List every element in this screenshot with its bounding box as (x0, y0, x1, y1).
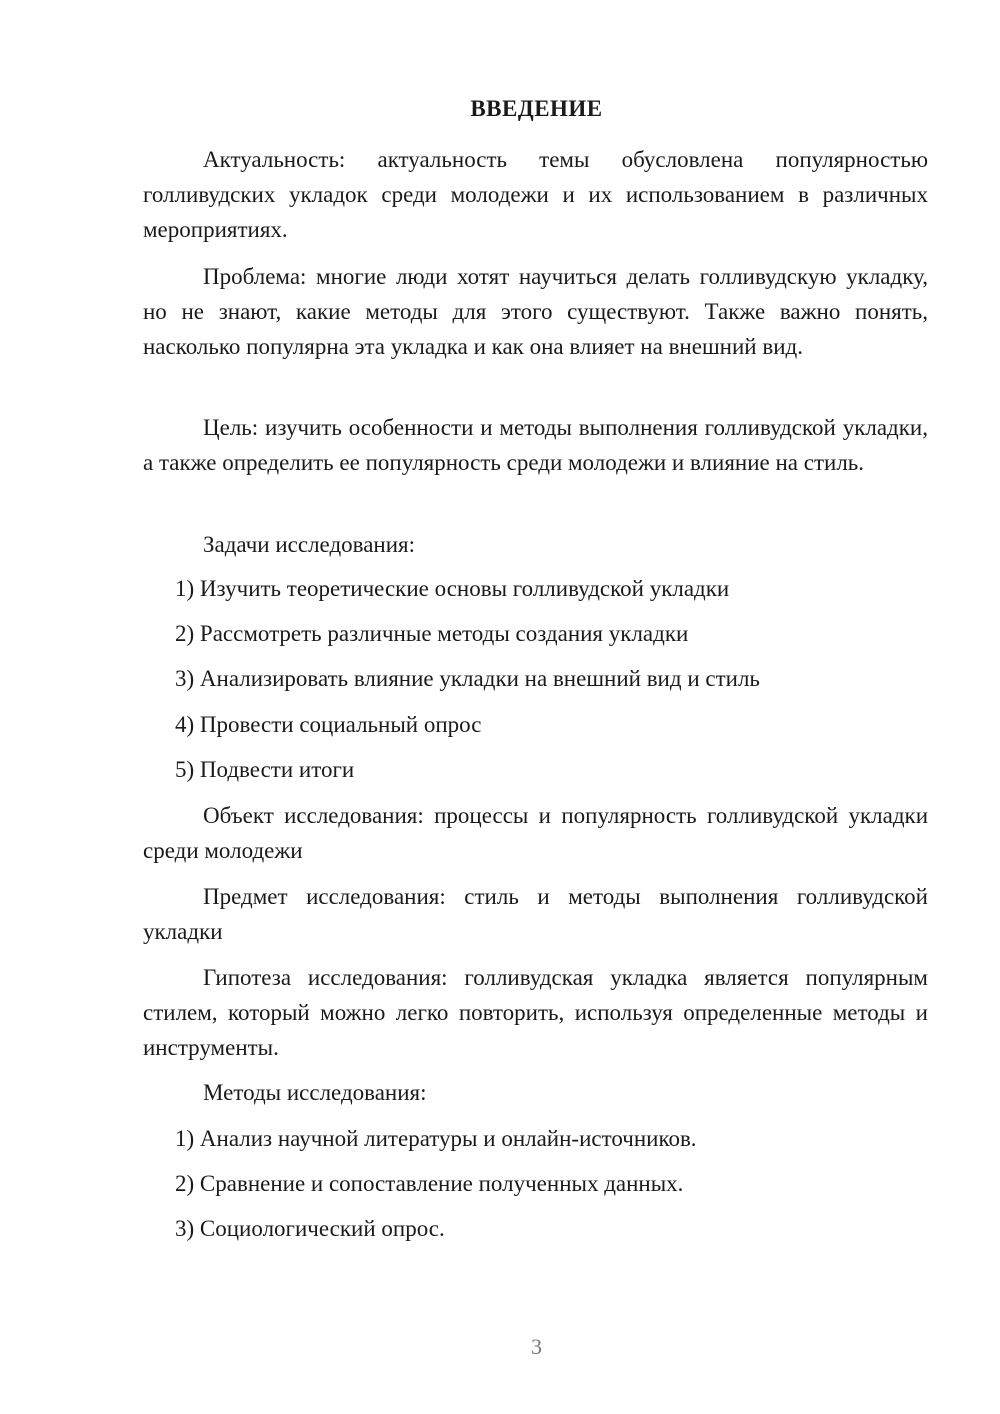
hypothesis-paragraph: Гипотеза исследования: голливудская укладка является популярным стилем, который можно легко повторить, используя определенные методы и инструменты. (143, 965, 928, 1060)
goal-paragraph: Цель: изучить особенности и методы выполнения голливудской укладки, а также определить ее популярность среди молодежи и влияние на стиль. (143, 415, 928, 475)
subject-paragraph: Предмет исследования: стиль и методы выполнения голливудской укладки (143, 884, 928, 944)
method-item: 3) Социологический опрос. (175, 1216, 445, 1241)
methods-heading: Методы исследования: (203, 1080, 427, 1105)
task-item: 4) Провести социальный опрос (175, 712, 482, 737)
task-item: 1) Изучить теоретические основы голливудской укладки (175, 576, 730, 601)
tasks-heading: Задачи исследования: (203, 532, 416, 557)
problem-paragraph: Проблема: многие люди хотят научиться делать голливудскую укладку, но не знают, какие методы для этого существуют. Также важно понять, насколько популярна эта укладка и как она влияет на внешний вид. (143, 264, 928, 359)
relevance-paragraph: Актуальность: актуальность темы обусловлена популярностью голливудских укладок среди молодежи и их использованием в различных мероприятиях. (143, 147, 928, 242)
method-item: 1) Анализ научной литературы и онлайн-источников. (175, 1126, 697, 1151)
task-item: 5) Подвести итоги (175, 757, 355, 782)
page-title: ВВЕДЕНИЕ (470, 96, 603, 121)
page-number: 3 (531, 1334, 542, 1359)
object-paragraph: Объект исследования: процессы и популярность голливудской укладки среди молодежи (143, 803, 928, 863)
method-item: 2) Сравнение и сопоставление полученных данных. (175, 1171, 684, 1196)
task-item: 2) Рассмотреть различные методы создания укладки (175, 621, 689, 646)
task-item: 3) Анализировать влияние укладки на внешний вид и стиль (175, 666, 760, 691)
